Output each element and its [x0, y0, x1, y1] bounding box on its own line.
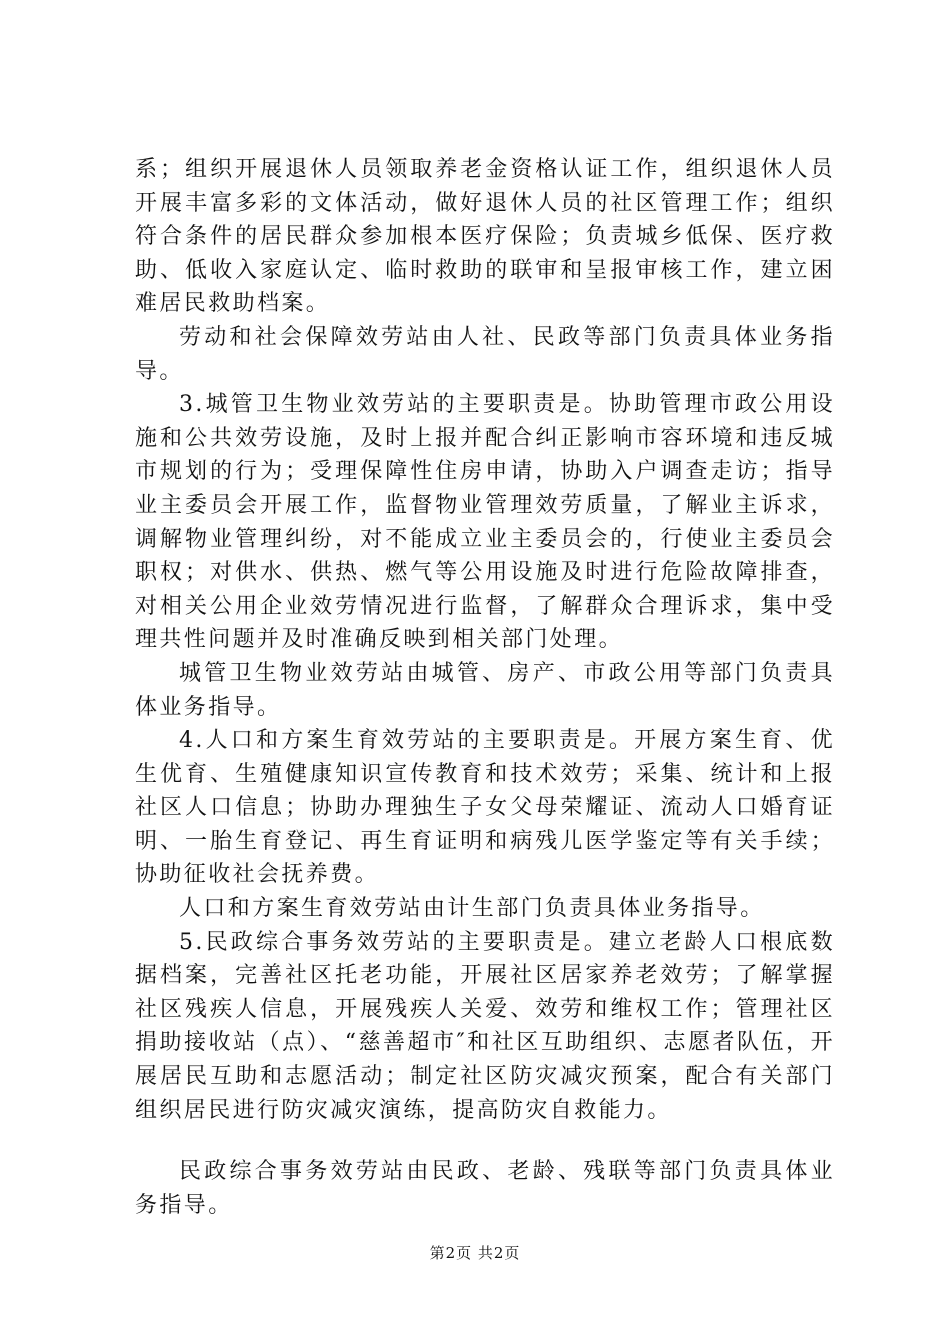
paragraph-population-duties: 4.人口和方案生育效劳站的主要职责是。开展方案生育、优生优育、生殖健康知识宣传教育和技术效劳；采集、统计和上报社区人口信息；协助办理独生子女父母荣耀证、流动人口婚育证明、一胎生育登记、再生育证明和病残儿医学鉴定等有关手续；协助征收社会抚养费。 [135, 728, 835, 888]
paragraph-spacer [135, 1127, 835, 1155]
document-body [135, 153, 835, 1222]
paragraph-urban-management-duties: 3.城管卫生物业效劳站的主要职责是。协助管理市政公用设施和公共效劳设施，及时上报并配合纠正影响市容环境和违反城市规划的行为；受理保障性住房申请，协助入户调查走访；指导业主委员会开展工作，监督物业管理效劳质量，了解业主诉求，调解物业管理纠纷，对不能成立业主委员会的，行使业主委员会职权；对供水、供热、燃气等公用设施及时进行危险故障排查，对相关公用企业效劳情况进行监督，了解群众合理诉求，集中受理共性问题并及时准确反映到相关部门处理。 [135, 392, 835, 653]
paragraph-continuation: 系；组织开展退休人员领取养老金资格认证工作，组织退休人员开展丰富多彩的文体活动，做好退休人员的社区管理工作；组织符合条件的居民群众参加根本医疗保险；负责城乡低保、医疗救助、低收入家庭认定、临时救助的联审和呈报审核工作，建立困难居民救助档案。 [135, 157, 835, 317]
paragraph-labor-guidance: 劳动和社会保障效劳站由人社、民政等部门负责具体业务指导。 [135, 324, 835, 384]
paragraph-population-guidance: 人口和方案生育效劳站由计生部门负责具体业务指导。 [179, 896, 765, 922]
paragraph-civil-affairs-guidance: 民政综合事务效劳站由民政、老龄、残联等部门负责具体业务指导。 [135, 1159, 835, 1218]
page-number-footer: 第2页 共2页 [429, 1244, 521, 1262]
paragraph-civil-affairs-duties: 5.民政综合事务效劳站的主要职责是。建立老龄人口根底数据档案，完善社区托老功能，开展社区居家养老效劳；了解掌握社区残疾人信息，开展残疾人关爱、效劳和维权工作；管理社区捐助接收站（点）、“慈善超市″和社区互助组织、志愿者队伍，开展居民互助和志愿活动；制定社区防灾减灾预案，配合有关部门组织居民进行防灾减灾演练，提高防灾自救能力。 [135, 929, 835, 1123]
paragraph-urban-management-guidance: 城管卫生物业效劳站由城管、房产、市政公用等部门负责具体业务指导。 [135, 660, 835, 720]
